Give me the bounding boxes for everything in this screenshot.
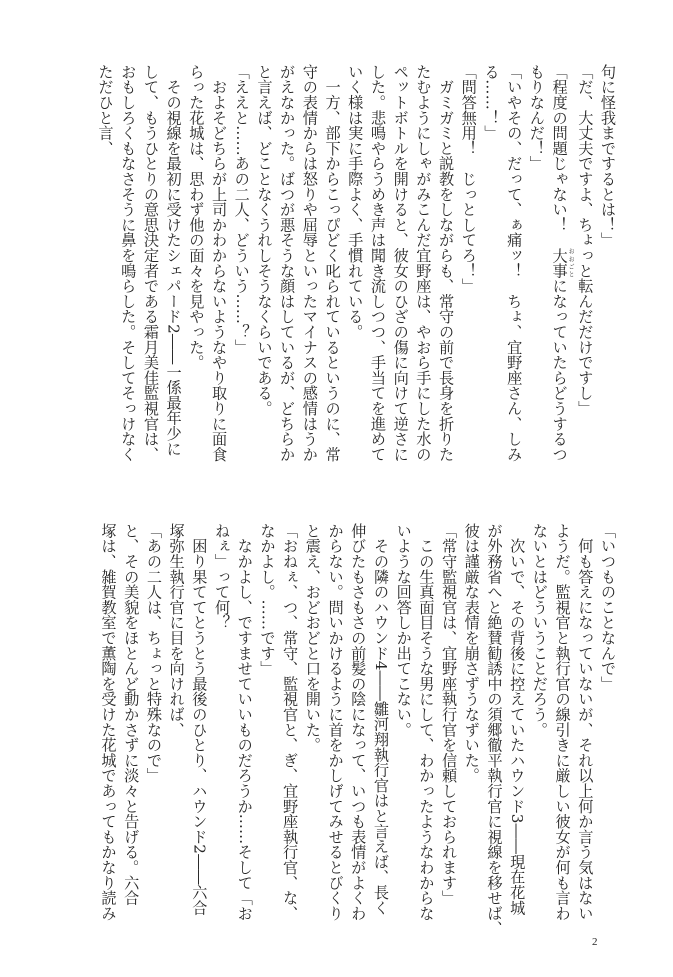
text-column: 彼は謹厳な表情を崩さずうなずいた。	[462, 523, 481, 784]
text-column: 「ええと……あの二人、どういう……？」	[232, 64, 251, 355]
text-column: この生真面目そうな男にして、わかったようなわからな	[417, 523, 436, 921]
ruby-annotation	[550, 247, 575, 279]
text-segment: 「程度の問題じゃない！	[550, 64, 569, 248]
text-column: らった花城は、思わず他の面々を見やった。	[187, 64, 206, 370]
text-column: ようだ。監視官と執行官の線引きに厳しい彼女が何も言わ	[553, 523, 572, 921]
text-column: ねぇ」って何？	[213, 523, 232, 631]
text-column: その隣のハウンド4――雛河翔執行官はと言えば、長く	[371, 523, 390, 916]
text-column: いような回答しか出てこない。	[394, 523, 413, 738]
text-segment: になっていたらどうするつ	[550, 278, 569, 462]
text-column: 「あの二人は、ちょっと特殊なので」	[144, 523, 163, 784]
text-column: 「おねぇ、つ、常守、監視官と、ぎ、宜野座執行官、な、	[281, 523, 300, 921]
text-column: いく様は実に手際よく、手慣れている。	[346, 64, 365, 340]
text-column: 一方、部下からこっぴどく叱られているというのに、常	[323, 64, 342, 462]
text-column: 「問答無用！ じっとしてろ！」	[459, 64, 478, 294]
text-column-with-ruby	[548, 64, 574, 474]
text-column: 「だ、大丈夫ですよ、ちょっと転んだだけですし」	[576, 64, 595, 416]
text-column: した。悲鳴やらうめき声は聞き流しつつ、手当てを進めて	[368, 64, 387, 462]
text-column: がえなかった。ばつが悪そうな顔はしているが、どちらか	[278, 64, 297, 462]
text-column: 句に怪我までするとは！」	[599, 64, 617, 248]
top-text-block	[96, 64, 619, 474]
page-number: 2	[592, 936, 598, 948]
text-column: なかよし、ですませていいものだろうか……そして「お	[235, 523, 254, 921]
text-column: 「いやその、だって、ぁ痛ッ！ ちょ、宜野座さん、しみ	[505, 64, 524, 462]
text-column: 次いで、その背後に控えていたハウンド3――現在花城	[508, 523, 527, 916]
text-column: たむようにしゃがみこんだ宜野座は、やおら手にした水の	[414, 64, 433, 462]
text-column: もりなんだ！」	[527, 64, 546, 172]
text-column: その視線を最初に受けたシェパード2――一係最年少に	[164, 64, 183, 457]
text-column: おもしろくもなさそうに鼻を鳴らした。そしてそっけなく	[119, 64, 138, 462]
text-column: ガミガミと説教をしながらも、常守の前で長身を折りた	[437, 64, 456, 462]
text-column: 「いつものことなんで」	[599, 523, 617, 692]
text-column: 何も答えになっていないが、それ以上何か言う気はない	[576, 523, 595, 921]
text-column: る……！」	[482, 64, 501, 141]
text-column: 塚は、雑賀教室で薫陶を受けた花城であってもかなり読み	[99, 523, 118, 921]
text-column: からない。問いかけるように首をかしげてみせるとびくり	[326, 523, 345, 921]
ruby-reading: おおごと	[567, 247, 575, 279]
bottom-text-block	[96, 523, 619, 937]
text-column: して、もうひとりの意思決定者である霜月美佳監視官は、	[141, 64, 160, 462]
text-column: 塚弥生執行官に目を向ければ、	[167, 523, 186, 738]
text-column: およそどちらが上司かわからないようなやり取りに面食	[210, 64, 229, 462]
text-column: 守の表情からは怒りや屈辱といったマイナスの感情はうか	[300, 64, 319, 462]
text-column: と、その美貌をほとんど動かさずに淡々と告げる。六合	[122, 523, 141, 906]
text-column: 「常守監視官は、宜野座執行官を信頼しておられます」	[440, 523, 459, 906]
text-column: 困り果ててとうとう最後のひとり、ハウンド2――六合	[190, 523, 209, 916]
text-column: なかよし。……です」	[258, 523, 277, 676]
text-column: 伸びたもさもさの前髪の陰になって、いつも表情がよくわ	[349, 523, 368, 921]
text-column: ただひと言、	[96, 64, 115, 156]
text-column: と震え、おどおどと口を開いた。	[303, 523, 322, 753]
ruby-base: 大事	[550, 247, 569, 279]
text-column: が外務省へと絶賛勧誘中の須郷徹平執行官に視線を移せば、	[485, 523, 504, 937]
text-column: ペットボトルを開けると、彼女のひざの傷に向けて逆さに	[391, 64, 410, 462]
text-column: と言えば、どことなくうれしそうなくらいである。	[255, 64, 274, 416]
text-column: ないとはどういうことだろう。	[530, 523, 549, 738]
